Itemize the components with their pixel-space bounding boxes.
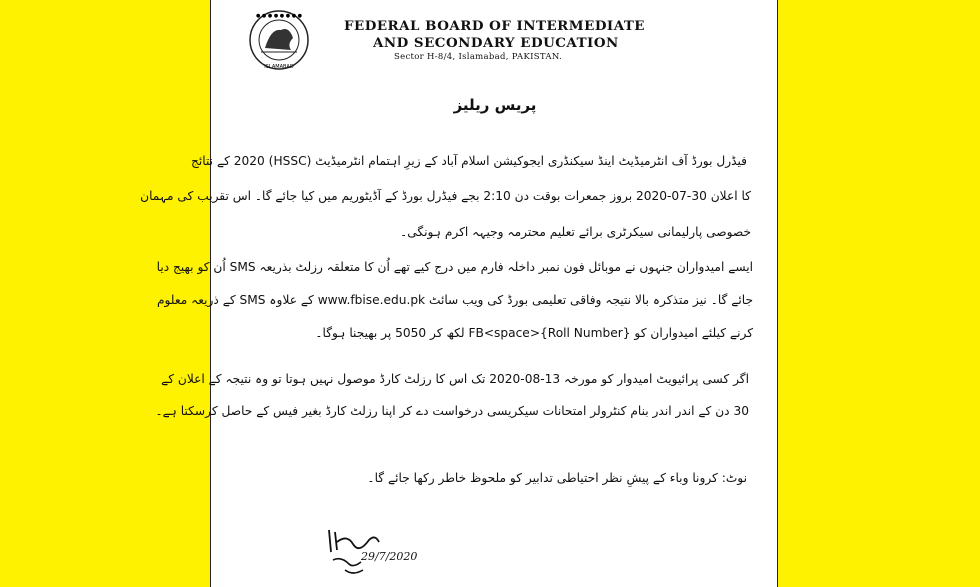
page-title: پریس ریلیز <box>453 96 537 114</box>
para1-line1: فیڈرل بورڈ آف انٹرمیڈیٹ اینڈ سیکنڈری ایجوکیشن اسلام آباد کے زیرِ اہتمام انٹرمیڈیٹ (HSSC) 2020 کے نتائج <box>191 154 747 168</box>
fbise-seal-logo <box>237 8 333 72</box>
press-release-page <box>140 0 778 587</box>
note-line: نوٹ: کرونا وباء کے پیشِ نظر احتیاطی تدابیر کو ملحوظ خاطر رکھا جائے گا۔ <box>367 471 747 485</box>
svg-text:● ● ● ● ● ● ● ●: ● ● ● ● ● ● ● ● <box>255 13 303 19</box>
para2-line1: ایسے امیدواران جنہوں نے موبائل فون نمبر داخلہ فارم میں درج کیے تھے اُن کا متعلقہ رزلٹ بذریعہ SMS اُن کو بھیج دیا <box>156 260 753 274</box>
para3-line2: 30 دن کے اندر اندر بنام کنٹرولر امتحانات سیکریسی درخواست دے کر اپنا رزلٹ کارڈ بغیر فیس کے حاصل کرسکتا ہے۔ <box>155 404 749 418</box>
board-name-line1: FEDERAL BOARD OF INTERMEDIATE <box>344 18 646 34</box>
para2-line3: کرنے کیلئے امیدواران کو {Roll Number}<FB<space لکھ کر 5050 پر بھیجنا ہوگا۔ <box>315 326 753 340</box>
board-address: Sector H-8/4, Islamabad, PAKISTAN. <box>394 52 563 62</box>
para1-line2: کا اعلان 30-07-2020 بروز جمعرات بوقت دن 2:10 بجے فیڈرل بورڈ کے آڈیٹوریم میں کیا جائے گا۔ اس تقریب کی مہمان <box>140 189 751 203</box>
signature-date: 29/7/2020 <box>361 550 418 563</box>
svg-text:ISLAMABAD: ISLAMABAD <box>264 64 294 70</box>
para1-line3: خصوصی پارلیمانی سیکرٹری برائے تعلیم محترمہ وجیہہ اکرم ہونگی۔ <box>400 225 751 239</box>
board-name-line2: AND SECONDARY EDUCATION <box>373 35 619 51</box>
para3-line1: اگر کسی پرائیویٹ امیدوار کو مورخہ 13-08-2020 تک اس کا رزلٹ کارڈ موصول نہیں ہوتا تو وہ نتیجہ کے اعلان کے <box>161 372 749 386</box>
para2-line2: جائے گا۔ نیز متذکرہ بالا نتیجہ وفاقی تعلیمی بورڈ کی ویب سائٹ www.fbise.edu.pk کے علاوہ SMS کے ذریعہ معلوم <box>156 293 753 307</box>
